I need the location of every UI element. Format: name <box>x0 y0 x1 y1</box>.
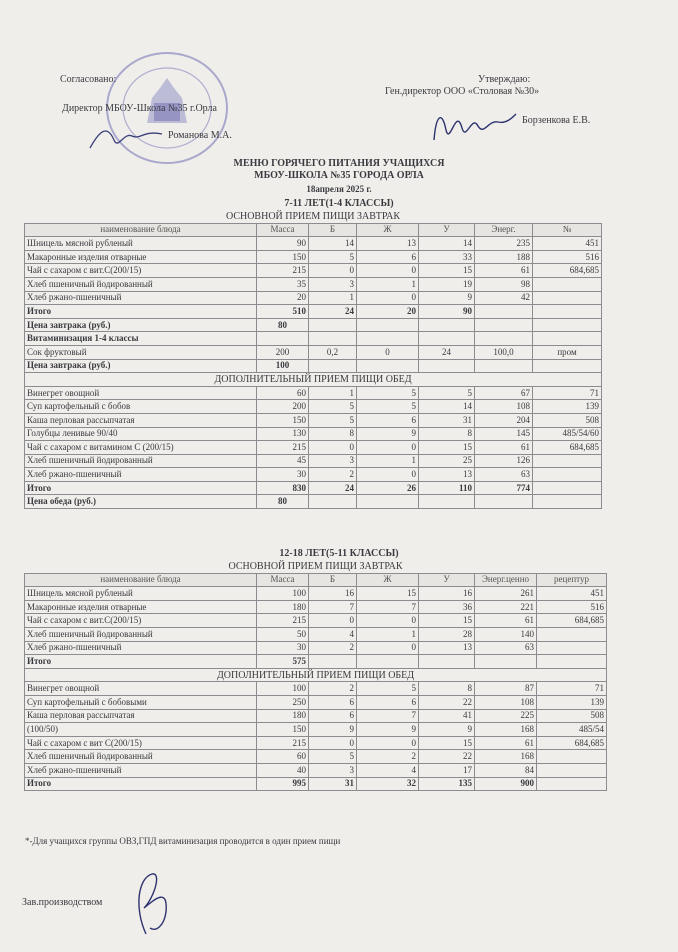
cell-protein: 0 <box>309 264 357 278</box>
cell-energy: 168 <box>475 723 537 737</box>
cell-dish: Макаронные изделия отварные <box>25 250 257 264</box>
cell-mass: 200 <box>257 345 309 359</box>
cell-energy: 108 <box>475 695 537 709</box>
juice-row <box>25 345 602 359</box>
age-group-1: 7-11 ЛЕТ(1-4 КЛАССЫ) <box>284 198 394 209</box>
cell-protein: 0 <box>309 614 357 628</box>
cell-dish: Хлеб пшеничный йодированный <box>25 277 257 291</box>
cell-dish: Хлеб ржано-пшеничный <box>25 641 257 655</box>
cell-dish: Хлеб ржано-пшеничный <box>25 291 257 305</box>
cell-recipe <box>533 454 602 468</box>
col-fat: Ж <box>357 223 419 237</box>
table-row <box>25 600 607 614</box>
cell-recipe: 684,685 <box>533 264 602 278</box>
cell-dish: Итого <box>25 777 257 791</box>
cell-recipe <box>533 277 602 291</box>
cell-fat: 9 <box>357 723 419 737</box>
cell-dish: Итого <box>25 655 257 669</box>
cell-recipe <box>537 641 607 655</box>
table-row <box>25 709 607 723</box>
cell-carbs: 15 <box>419 441 475 455</box>
cell-dish: Шницель мясной рубленый <box>25 237 257 251</box>
cell-protein <box>309 655 357 669</box>
cell-recipe: пром <box>533 345 602 359</box>
cell-dish: Макаронные изделия отварные <box>25 600 257 614</box>
agreed-label: Согласовано: <box>60 74 117 85</box>
cell-mass: 60 <box>257 750 309 764</box>
cell-protein: 16 <box>309 587 357 601</box>
cell-protein: 5 <box>309 750 357 764</box>
cell-mass: 130 <box>257 427 309 441</box>
cell-protein: 5 <box>309 400 357 414</box>
cell-dish: Шницель мясной рубленый <box>25 587 257 601</box>
cell-fat: 7 <box>357 709 419 723</box>
cell-mass: 215 <box>257 264 309 278</box>
cell-recipe <box>533 481 602 495</box>
cell-carbs: 15 <box>419 736 475 750</box>
table-row <box>25 750 607 764</box>
section-breakfast: ОСНОВНОЙ ПРИЕМ ПИЩИ ЗАВТРАК <box>25 210 602 223</box>
cell-recipe: 451 <box>533 237 602 251</box>
col-dish: наименование блюда <box>25 573 257 587</box>
cell-protein: 31 <box>309 777 357 791</box>
col-mass: Масса <box>257 223 309 237</box>
age-group-2: 12-18 ЛЕТ(5-11 КЛАССЫ) <box>279 548 399 559</box>
col-protein: Б <box>309 223 357 237</box>
price-value-2: 100 <box>257 359 309 373</box>
col-recipe: № <box>533 223 602 237</box>
cell-protein: 3 <box>309 454 357 468</box>
cell-carbs: 24 <box>419 345 475 359</box>
school-director-name: Романова М.А. <box>168 130 232 141</box>
col-energy: Энерг.ценно <box>475 573 537 587</box>
table-row <box>25 777 607 791</box>
price-value: 80 <box>257 318 309 332</box>
cell-dish: Голубцы ленивые 90/40 <box>25 427 257 441</box>
cell-fat: 0 <box>357 736 419 750</box>
cell-fat: 5 <box>357 386 419 400</box>
col-energy: Энерг. <box>475 223 533 237</box>
cell-carbs: 22 <box>419 695 475 709</box>
cell-protein: 24 <box>309 481 357 495</box>
cell-mass: 575 <box>257 655 309 669</box>
cell-recipe: 516 <box>533 250 602 264</box>
cell-recipe <box>537 763 607 777</box>
cell-fat: 32 <box>357 777 419 791</box>
cell-carbs: 14 <box>419 400 475 414</box>
cell-fat: 2 <box>357 750 419 764</box>
cell-dish: Хлеб ржано-пшеничный <box>25 468 257 482</box>
cell-recipe: 139 <box>537 695 607 709</box>
cell-mass: 60 <box>257 386 309 400</box>
cell-energy: 98 <box>475 277 533 291</box>
cell-mass: 150 <box>257 413 309 427</box>
menu-table-grades-5-11 <box>24 560 607 791</box>
cell-dish: Сок фруктовый <box>25 345 257 359</box>
school-title: МБОУ-ШКОЛА №35 ГОРОДА ОРЛА <box>254 170 424 181</box>
cell-fat: 1 <box>357 277 419 291</box>
cell-energy: 168 <box>475 750 537 764</box>
cell-mass: 180 <box>257 600 309 614</box>
cell-dish: Каша перловая рассыпчатая <box>25 413 257 427</box>
cell-protein: 5 <box>309 413 357 427</box>
cell-energy: 145 <box>475 427 533 441</box>
cell-fat: 0 <box>357 291 419 305</box>
cell-carbs: 9 <box>419 291 475 305</box>
cell-fat: 0 <box>357 441 419 455</box>
cell-dish: Винегрет овощной <box>25 682 257 696</box>
gen-director-name: Борзенкова Е.В. <box>522 115 591 126</box>
table-header <box>25 223 602 237</box>
cell-energy: 42 <box>475 291 533 305</box>
cell-recipe <box>533 468 602 482</box>
cell-mass: 100 <box>257 587 309 601</box>
col-fat: Ж <box>357 573 419 587</box>
cell-recipe: 139 <box>533 400 602 414</box>
cell-carbs: 110 <box>419 481 475 495</box>
cell-energy: 63 <box>475 468 533 482</box>
table-row <box>25 454 602 468</box>
cell-energy: 235 <box>475 237 533 251</box>
cell-mass: 45 <box>257 454 309 468</box>
cell-fat: 6 <box>357 413 419 427</box>
cell-carbs: 28 <box>419 627 475 641</box>
cell-carbs: 25 <box>419 454 475 468</box>
cell-fat: 15 <box>357 587 419 601</box>
price-row-2 <box>25 359 602 373</box>
col-dish: наименование блюда <box>25 223 257 237</box>
cell-mass: 150 <box>257 250 309 264</box>
cell-recipe <box>537 655 607 669</box>
table-row <box>25 763 607 777</box>
cell-mass: 50 <box>257 627 309 641</box>
gen-director-label: Ген.директор ООО «Столовая №30» <box>385 86 540 97</box>
table-row <box>25 427 602 441</box>
cell-carbs: 14 <box>419 237 475 251</box>
cell-recipe: 684,685 <box>537 614 607 628</box>
cell-dish: Каша перловая рассыпчатая <box>25 709 257 723</box>
cell-energy: 261 <box>475 587 537 601</box>
cell-mass: 215 <box>257 736 309 750</box>
cell-dish: Хлеб пшеничный йодированный <box>25 454 257 468</box>
cell-fat: 5 <box>357 400 419 414</box>
cell-mass: 35 <box>257 277 309 291</box>
cell-fat: 4 <box>357 763 419 777</box>
cell-mass: 150 <box>257 723 309 737</box>
cell-energy: 140 <box>475 627 537 641</box>
cell-protein: 2 <box>309 468 357 482</box>
cell-mass: 100 <box>257 682 309 696</box>
cell-mass: 40 <box>257 763 309 777</box>
cell-protein: 2 <box>309 682 357 696</box>
cell-protein: 0,2 <box>309 345 357 359</box>
cell-fat: 6 <box>357 695 419 709</box>
cell-dish: Чай с сахаром с витамином С (200/15) <box>25 441 257 455</box>
cell-mass: 250 <box>257 695 309 709</box>
cell-recipe: 71 <box>533 386 602 400</box>
price-label-2: Цена завтрака (руб.) <box>25 359 257 373</box>
cell-protein: 3 <box>309 277 357 291</box>
table-row <box>25 277 602 291</box>
cell-carbs: 5 <box>419 386 475 400</box>
cell-recipe: 71 <box>537 682 607 696</box>
cell-dish: Хлеб пшеничный йодированный <box>25 627 257 641</box>
cell-recipe: 485/54/60 <box>533 427 602 441</box>
table-row <box>25 291 602 305</box>
cell-dish: Суп картофельный с бобов <box>25 400 257 414</box>
cell-mass: 215 <box>257 614 309 628</box>
cell-mass: 20 <box>257 291 309 305</box>
cell-fat: 7 <box>357 600 419 614</box>
cell-dish: Винегрет овощной <box>25 386 257 400</box>
cell-dish: Чай с сахаром с вит.С(200/15) <box>25 614 257 628</box>
cell-energy <box>475 305 533 319</box>
cell-carbs: 19 <box>419 277 475 291</box>
cell-carbs: 13 <box>419 641 475 655</box>
cell-dish: (100/50) <box>25 723 257 737</box>
price-label: Цена завтрака (руб.) <box>25 318 257 332</box>
production-head-label: Зав.производством <box>22 897 103 908</box>
cell-fat: 0 <box>357 641 419 655</box>
cell-carbs: 15 <box>419 264 475 278</box>
cell-mass: 830 <box>257 481 309 495</box>
cell-recipe <box>537 777 607 791</box>
cell-fat <box>357 655 419 669</box>
cell-recipe: 451 <box>537 587 607 601</box>
cell-energy: 61 <box>475 441 533 455</box>
cell-energy: 126 <box>475 454 533 468</box>
cell-energy: 61 <box>475 264 533 278</box>
cell-energy: 774 <box>475 481 533 495</box>
table-row <box>25 587 607 601</box>
table-row <box>25 264 602 278</box>
cell-energy: 87 <box>475 682 537 696</box>
table-row <box>25 386 602 400</box>
menu-date: 18апреля 2025 г. <box>306 184 372 194</box>
col-protein: Б <box>309 573 357 587</box>
cell-energy: 61 <box>475 736 537 750</box>
cell-carbs: 22 <box>419 750 475 764</box>
cell-energy: 63 <box>475 641 537 655</box>
cell-protein: 8 <box>309 427 357 441</box>
cell-fat: 9 <box>357 427 419 441</box>
cell-recipe: 684,685 <box>533 441 602 455</box>
cell-dish: Чай с сахаром с вит.С(200/15) <box>25 264 257 278</box>
cell-carbs: 41 <box>419 709 475 723</box>
cell-dish: Хлеб пшеничный йодированный <box>25 750 257 764</box>
table-row <box>25 413 602 427</box>
vitamin-label: Витаминизация 1-4 классы <box>25 332 257 346</box>
lunch-price-value: 80 <box>257 495 309 509</box>
cell-recipe: 485/54 <box>537 723 607 737</box>
table-row <box>25 400 602 414</box>
cell-energy: 67 <box>475 386 533 400</box>
cell-recipe: 516 <box>537 600 607 614</box>
cell-protein: 7 <box>309 600 357 614</box>
table-row <box>25 305 602 319</box>
col-recipe: рецептур <box>537 573 607 587</box>
cell-protein: 1 <box>309 291 357 305</box>
section-lunch: ДОПОЛНИТЕЛЬНЫЙ ПРИЕМ ПИЩИ ОБЕД <box>25 373 602 387</box>
cell-energy: 100,0 <box>475 345 533 359</box>
cell-carbs: 9 <box>419 723 475 737</box>
cell-energy: 84 <box>475 763 537 777</box>
cell-recipe <box>533 291 602 305</box>
cell-carbs: 31 <box>419 413 475 427</box>
cell-protein: 14 <box>309 237 357 251</box>
director-signature <box>86 118 166 158</box>
cell-dish: Итого <box>25 481 257 495</box>
cell-energy: 225 <box>475 709 537 723</box>
cell-carbs: 8 <box>419 427 475 441</box>
table-row <box>25 481 602 495</box>
table-row <box>25 655 607 669</box>
cell-protein: 6 <box>309 695 357 709</box>
table-row <box>25 237 602 251</box>
cell-mass: 995 <box>257 777 309 791</box>
cell-fat: 5 <box>357 682 419 696</box>
cell-carbs <box>419 655 475 669</box>
table-row <box>25 250 602 264</box>
cell-carbs: 16 <box>419 587 475 601</box>
cell-energy: 900 <box>475 777 537 791</box>
cell-protein: 0 <box>309 441 357 455</box>
table-row <box>25 627 607 641</box>
col-carbs: У <box>419 223 475 237</box>
cell-recipe: 508 <box>533 413 602 427</box>
cell-carbs: 90 <box>419 305 475 319</box>
cell-recipe <box>533 305 602 319</box>
table-row <box>25 723 607 737</box>
cell-energy: 188 <box>475 250 533 264</box>
cell-protein: 9 <box>309 723 357 737</box>
cell-fat: 0 <box>357 468 419 482</box>
cell-fat: 0 <box>357 614 419 628</box>
cell-protein: 0 <box>309 736 357 750</box>
cell-recipe: 684,685 <box>537 736 607 750</box>
cell-recipe <box>537 750 607 764</box>
cell-protein: 6 <box>309 709 357 723</box>
cell-energy: 108 <box>475 400 533 414</box>
cell-mass: 90 <box>257 237 309 251</box>
table-row <box>25 614 607 628</box>
menu-table-grades-1-4 <box>24 210 602 509</box>
cell-protein: 3 <box>309 763 357 777</box>
cell-mass: 180 <box>257 709 309 723</box>
cell-fat: 1 <box>357 627 419 641</box>
price-row <box>25 318 602 332</box>
vitamin-row <box>25 332 602 346</box>
cell-recipe: 508 <box>537 709 607 723</box>
cell-mass: 30 <box>257 641 309 655</box>
gen-director-signature <box>428 100 518 150</box>
cell-dish: Хлеб ржано-пшеничный <box>25 763 257 777</box>
lunch-price-label: Цена обеда (руб.) <box>25 495 257 509</box>
cell-protein: 1 <box>309 386 357 400</box>
table-header-2 <box>25 573 607 587</box>
school-director-label: Директор МБОУ-Школа №35 г.Орла <box>62 103 217 114</box>
section-lunch-2: ДОПОЛНИТЕЛЬНЫЙ ПРИЕМ ПИЩИ ОБЕД <box>25 668 607 682</box>
cell-dish: Итого <box>25 305 257 319</box>
cell-dish: Суп картофельный с бобовыми <box>25 695 257 709</box>
cell-mass: 200 <box>257 400 309 414</box>
cell-dish: Чай с сахаром с вит С(200/15) <box>25 736 257 750</box>
cell-carbs: 13 <box>419 468 475 482</box>
cell-carbs: 135 <box>419 777 475 791</box>
table-row <box>25 468 602 482</box>
cell-mass: 215 <box>257 441 309 455</box>
cell-carbs: 17 <box>419 763 475 777</box>
col-mass: Масса <box>257 573 309 587</box>
table-row <box>25 441 602 455</box>
cell-fat: 13 <box>357 237 419 251</box>
section-breakfast-2: ОСНОВНОЙ ПРИЕМ ПИЩИ ЗАВТРАК <box>25 560 607 573</box>
table-row <box>25 641 607 655</box>
cell-protein: 4 <box>309 627 357 641</box>
cell-fat: 26 <box>357 481 419 495</box>
production-head-signature <box>126 868 176 938</box>
col-carbs: У <box>419 573 475 587</box>
cell-energy: 204 <box>475 413 533 427</box>
footnote: *-Для учащихся группы ОВЗ,ГПД витаминизация проводится в один прием пищи <box>25 836 341 846</box>
cell-protein: 24 <box>309 305 357 319</box>
cell-carbs: 33 <box>419 250 475 264</box>
cell-carbs: 15 <box>419 614 475 628</box>
cell-fat: 6 <box>357 250 419 264</box>
cell-energy: 61 <box>475 614 537 628</box>
lunch-price-row <box>25 495 602 509</box>
cell-energy: 221 <box>475 600 537 614</box>
cell-mass: 30 <box>257 468 309 482</box>
menu-title: МЕНЮ ГОРЯЧЕГО ПИТАНИЯ УЧАЩИХСЯ <box>233 158 445 169</box>
cell-energy <box>475 655 537 669</box>
cell-fat: 1 <box>357 454 419 468</box>
cell-carbs: 36 <box>419 600 475 614</box>
cell-mass: 510 <box>257 305 309 319</box>
cell-protein: 2 <box>309 641 357 655</box>
table-row <box>25 736 607 750</box>
approved-label: Утверждаю: <box>478 74 531 85</box>
cell-recipe <box>537 627 607 641</box>
table-row <box>25 695 607 709</box>
cell-protein: 5 <box>309 250 357 264</box>
cell-carbs: 8 <box>419 682 475 696</box>
cell-fat: 20 <box>357 305 419 319</box>
table-row <box>25 682 607 696</box>
cell-fat: 0 <box>357 264 419 278</box>
cell-fat: 0 <box>357 345 419 359</box>
